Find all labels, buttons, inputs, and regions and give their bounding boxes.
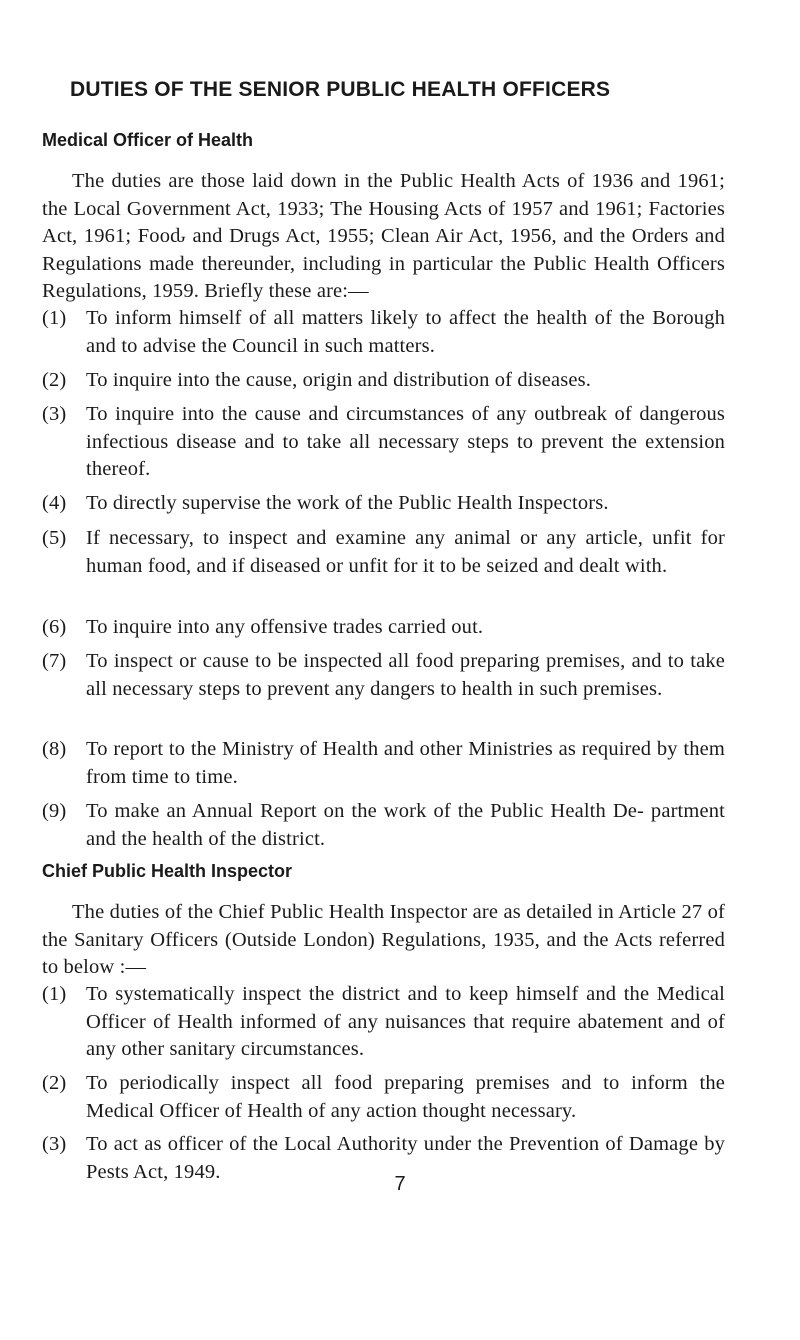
duty-number: (6) [42,616,67,638]
duty-item [42,1070,725,1125]
duty-text: To act as officer of the Local Authority under the Prevention of Damage by Pests Act, 1949. [86,1133,725,1183]
duty-text: To report to the Ministry of Health and other Ministries as required by them from time to time. [86,738,725,788]
duty-item [42,981,725,1064]
duty-text: To periodically inspect all food preparing premises and to inform the Medical Officer of Health of any action thought necessary. [86,1072,725,1122]
duty-item [42,401,725,484]
duty-item [42,736,725,791]
duty-item [42,367,725,395]
duty-text: To inquire into the cause and circumstances of any outbreak of dangerous infectious disease and to take all necessary steps to prevent the extension thereof. [86,403,725,480]
duty-text: To systematically inspect the district and to keep himself and the Medical Officer of Health informed of any nuisances that require abatement and of any other sanitary circumstances. [86,983,725,1060]
duty-text: To inspect or cause to be inspected all food preparing premises, and to take all necessary steps to prevent any dangers to health in such premises. [86,650,725,700]
duty-text: To make an Annual Report on the work of the Public Health De- partment and the health of the district. [86,800,725,850]
duty-number: (2) [42,1072,67,1094]
page-number: 7 [394,1173,406,1195]
section-intro-chief-inspector: The duties of the Chief Public Health Inspector are as detailed in Article 27 of the Sanitary Officers (Outside London) Regulations, 1935, and the Acts referred to below :— [42,901,725,978]
duty-number: (2) [42,369,67,391]
page-title: DUTIES OF THE SENIOR PUBLIC HEALTH OFFICERS [70,78,611,101]
duty-number: (1) [42,983,67,1005]
duty-item [42,490,725,518]
duty-item [42,648,725,703]
duty-text: To inquire into any offensive trades carried out. [86,616,484,638]
duty-number: (4) [42,492,67,514]
duty-text: To inform himself of all matters likely to affect the health of the Borough and to advise the Council in such matters. [86,307,725,357]
duty-number: (7) [42,650,67,672]
duty-text: To directly supervise the work of the Public Health Inspectors. [86,492,609,514]
duty-number: (9) [42,800,67,822]
duty-text: To inquire into the cause, origin and distribution of diseases. [86,369,592,391]
duty-number: (3) [42,1133,67,1155]
duty-item [42,525,725,580]
section-heading-chief-inspector: Chief Public Health Inspector [42,861,293,881]
duty-text: If necessary, to inspect and examine any animal or any article, unfit for human food, and if diseased or unfit for it to be seized and dealt with. [86,527,725,577]
section-heading-medical-officer: Medical Officer of Health [42,130,254,150]
duty-number: (1) [42,307,67,329]
duty-number: (5) [42,527,67,549]
section-intro-medical-officer: The duties are those laid down in the Public Health Acts of 1936 and 1961; the Local Government Act, 1933; The Housing Acts of 1957 and 1961; Factories Act, 1961; Fooԃ and Drugs Act, 1955; Clean Air Act, 1956, and the Orders and Regulations made thereunder, including in particular the Public Health Officers Regulations, 1959. Briefly these are:— [42,170,725,302]
duty-item [42,798,725,853]
duty-number: (8) [42,738,67,760]
duty-number: (3) [42,403,67,425]
duty-item [42,305,725,360]
duty-item [42,614,725,642]
